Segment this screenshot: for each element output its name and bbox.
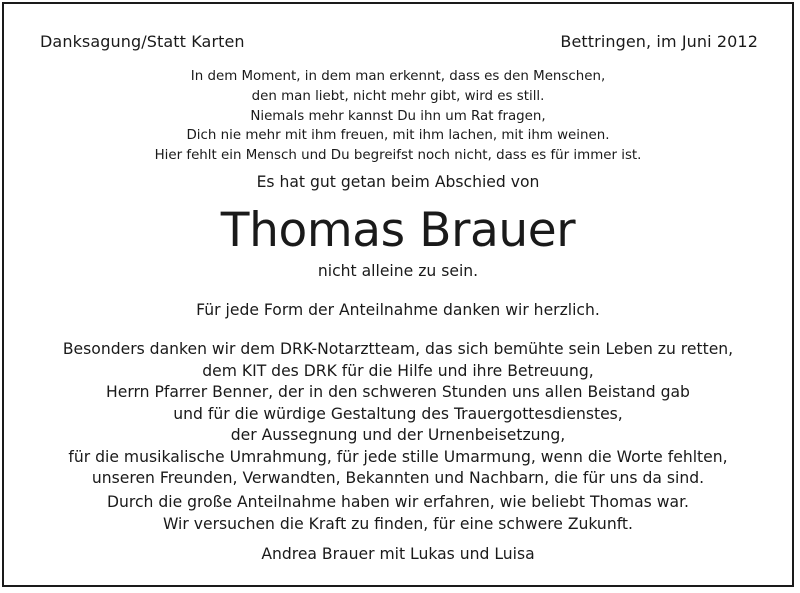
intro-text: Es hat gut getan beim Abschied von	[256, 173, 540, 191]
acknowledgement-line: dem KIT des DRK für die Hilfe und ihre Betreuung,	[202, 361, 594, 380]
acknowledgement-line: unseren Freunden, Verwandten, Bekannten und Nachbarn, die für uns da sind.	[91, 469, 705, 487]
deceased-name: Thomas Brauer	[220, 203, 576, 258]
notice-type: Danksagung/Statt Karten	[40, 32, 245, 51]
poem-line: Dich nie mehr mit ihm freuen, mit ihm lachen, mit ihm weinen.	[186, 128, 610, 144]
acknowledgements	[4, 339, 792, 490]
closing-line: Wir versuchen die Kraft zu finden, für eine schwere Zukunft.	[162, 514, 633, 533]
signature: Andrea Brauer mit Lukas und Luisa	[261, 545, 535, 563]
poem-line: In dem Moment, in dem man erkennt, dass es den Menschen,	[190, 69, 606, 84]
closing-text	[4, 492, 792, 535]
subline-text: nicht alleine zu sein.	[317, 262, 479, 280]
obituary-notice	[2, 2, 794, 587]
acknowledgement-line: Herrn Pfarrer Benner, der in den schweren Stunden uns allen Beistand gab	[106, 383, 690, 401]
acknowledgement-line: der Aussegnung und der Urnenbeisetzung,	[230, 426, 566, 444]
poem-line: den man liebt, nicht mehr gibt, wird es still.	[251, 88, 545, 104]
poem	[4, 67, 792, 166]
closing-line: Durch die große Anteilnahme haben wir erfahren, wie beliebt Thomas war.	[106, 493, 690, 511]
acknowledgement-line: Besonders danken wir dem DRK-Notarztteam, das sich bemühte sein Leben zu retten,	[62, 340, 734, 358]
acknowledgement-line: und für die würdige Gestaltung des Trauergottesdienstes,	[173, 404, 623, 423]
poem-line: Hier fehlt ein Mensch und Du begreifst noch nicht, dass es für immer ist.	[154, 148, 642, 164]
place-and-date: Bettringen, im Juni 2012	[560, 32, 758, 51]
acknowledgement-line: für die musikalische Umrahmung, für jede stille Umarmung, wenn die Worte fehlten,	[68, 447, 728, 466]
poem-line: Niemals mehr kannst Du ihn um Rat fragen,	[250, 108, 546, 124]
thanks-text: Für jede Form der Anteilnahme danken wir herzlich.	[196, 301, 600, 319]
